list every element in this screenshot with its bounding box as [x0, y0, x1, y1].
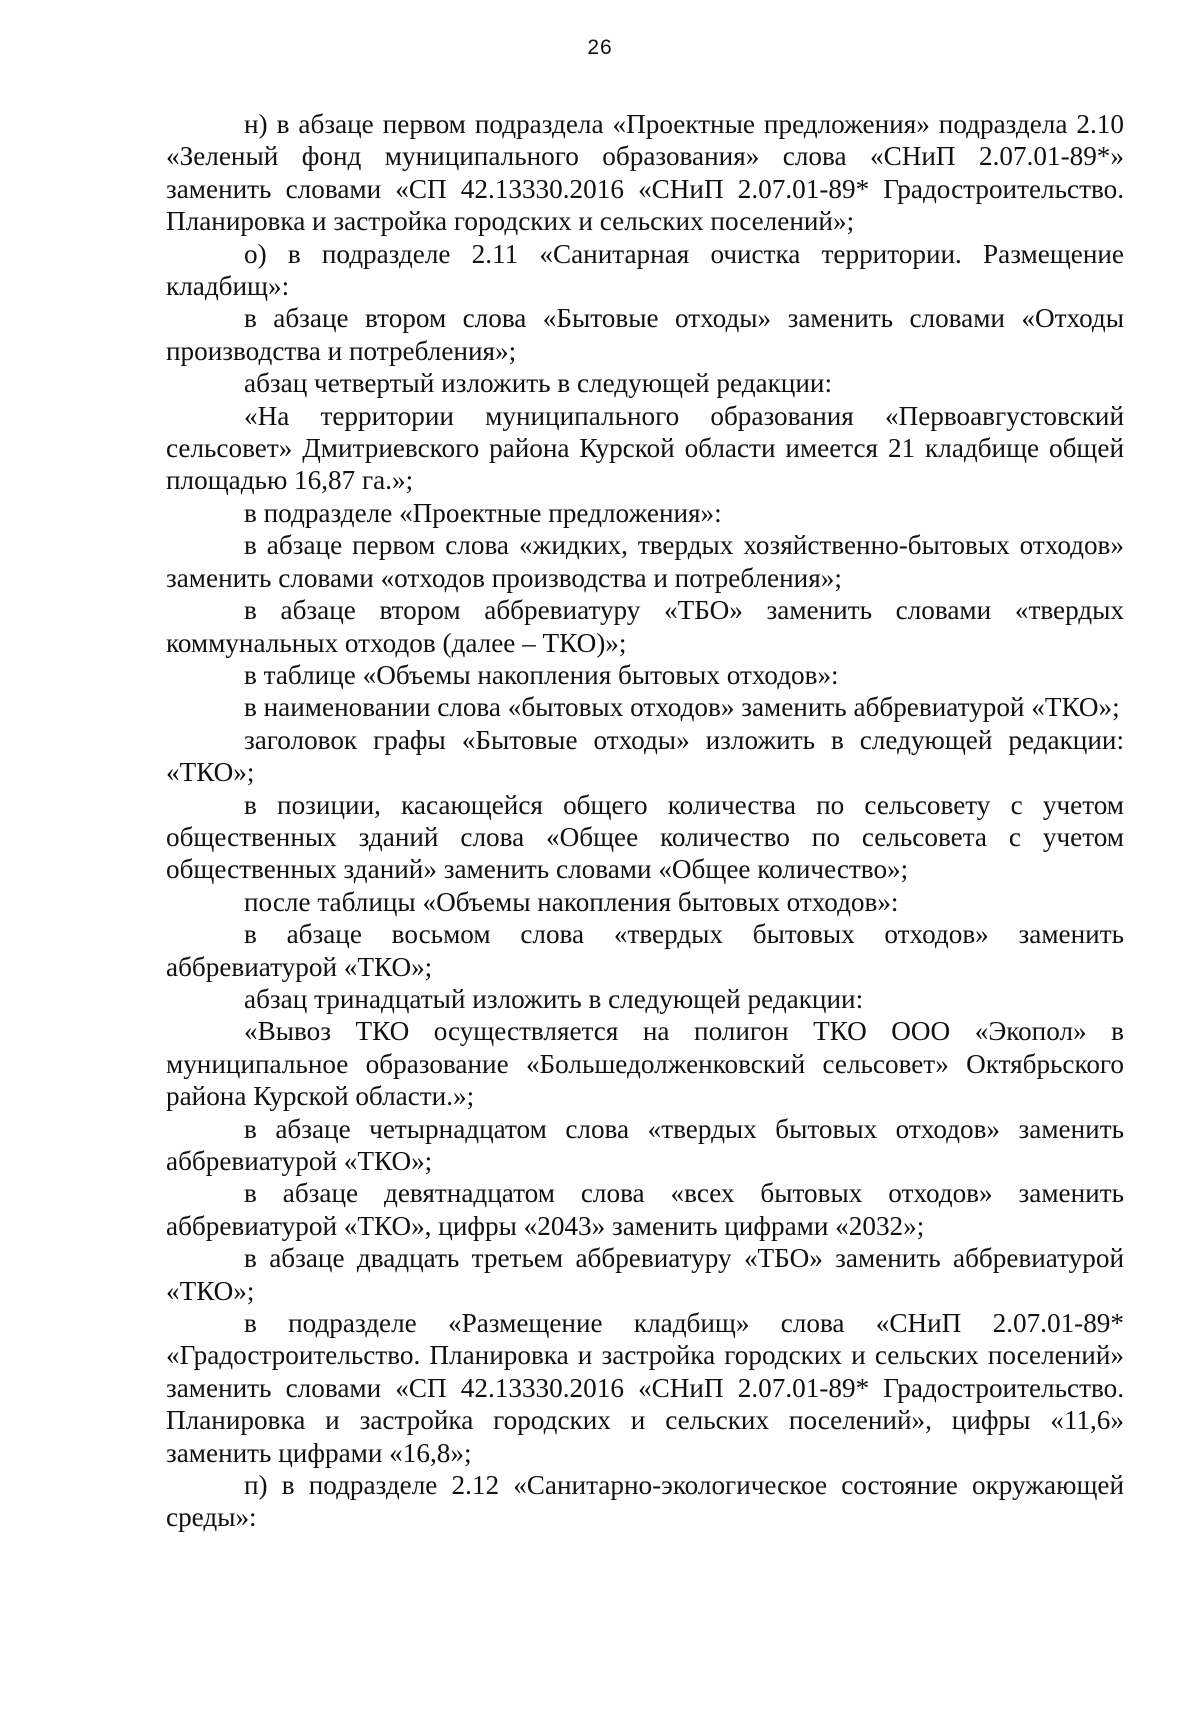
paragraph: в абзаце восьмом слова «твердых бытовых отходов» заменить аббревиатурой «ТКО»;: [166, 919, 1124, 982]
paragraph: в таблице «Объемы накопления бытовых отходов»:: [244, 659, 839, 690]
paragraph: абзац четвертый изложить в следующей редакции:: [244, 368, 833, 399]
paragraph-n: н) в абзаце первом подраздела «Проектные предложения» подраздела 2.10 «Зеленый фонд муниципального образования» слова «СНиП 2.07.01-89*» заменить словами «СП 42.13330.2016 «СНиП 2.07.01-89* Градостроительство. Планировка и застройка городских и сельских поселений»;: [166, 109, 1124, 237]
document-body: [166, 108, 1124, 1534]
paragraph: после таблицы «Объемы накопления бытовых отходов»:: [244, 886, 899, 917]
paragraph: в позиции, касающейся общего количества по сельсовету с учетом общественных зданий слова «Общее количество по сельсовета с учетом общественных зданий» заменить словами «Общее количество»;: [166, 789, 1124, 885]
paragraph: заголовок графы «Бытовые отходы» изложить в следующей редакции: «ТКО»;: [166, 724, 1124, 788]
paragraph: в абзаце втором аббревиатуру «ТБО» заменить словами «твердых коммунальных отходов (далее – ТКО)»;: [166, 595, 1124, 658]
paragraph: абзац тринадцатый изложить в следующей редакции:: [244, 983, 864, 1014]
paragraph: в абзаце втором слова «Бытовые отходы» заменить словами «Отходы производства и потребления»;: [166, 303, 1124, 366]
paragraph-o: о) в подразделе 2.11 «Санитарная очистка территории. Размещение кладбищ»:: [166, 238, 1124, 302]
paragraph: «Вывоз ТКО осуществляется на полигон ТКО ООО «Экопол» в муниципальное образование «Большедолженковский сельсовет» Октябрьского района Курской области.»;: [166, 1016, 1124, 1112]
paragraph: в абзаце девятнадцатом слова «всех бытовых отходов» заменить аббревиатурой «ТКО», цифры «2043» заменить цифрами «2032»;: [166, 1178, 1124, 1241]
paragraph: в подразделе «Проектные предложения»:: [244, 497, 722, 528]
paragraph: в абзаце четырнадцатом слова «твердых бытовых отходов» заменить аббревиатурой «ТКО»;: [166, 1113, 1124, 1176]
paragraph: в подразделе «Размещение кладбищ» слова «СНиП 2.07.01-89* «Градостроительство. Планировка и застройка городских и сельских поселений» заменить словами «СП 42.13330.2016 «СНиП 2.07.01-89* Градостроительство. Планировка и застройка городских и сельских поселений», цифры «11,6» заменить цифрами «16,8»;: [166, 1308, 1124, 1468]
page-number: 26: [587, 36, 613, 59]
paragraph: в наименовании слова «бытовых отходов» заменить аббревиатурой «ТКО»;: [244, 692, 1120, 723]
paragraph: в абзаце первом слова «жидких, твердых хозяйственно-бытовых отходов» заменить словами «отходов производства и потребления»;: [166, 530, 1124, 593]
paragraph-p: п) в подразделе 2.12 «Санитарно-экологическое состояние окружающей среды»:: [166, 1470, 1124, 1533]
paragraph: «На территории муниципального образования «Первоавгустовский сельсовет» Дмитриевского района Курской области имеется 21 кладбище общей площадью 16,87 га.»;: [166, 400, 1124, 496]
paragraph: в абзаце двадцать третьем аббревиатуру «ТБО» заменить аббревиатурой «ТКО»;: [166, 1243, 1124, 1306]
